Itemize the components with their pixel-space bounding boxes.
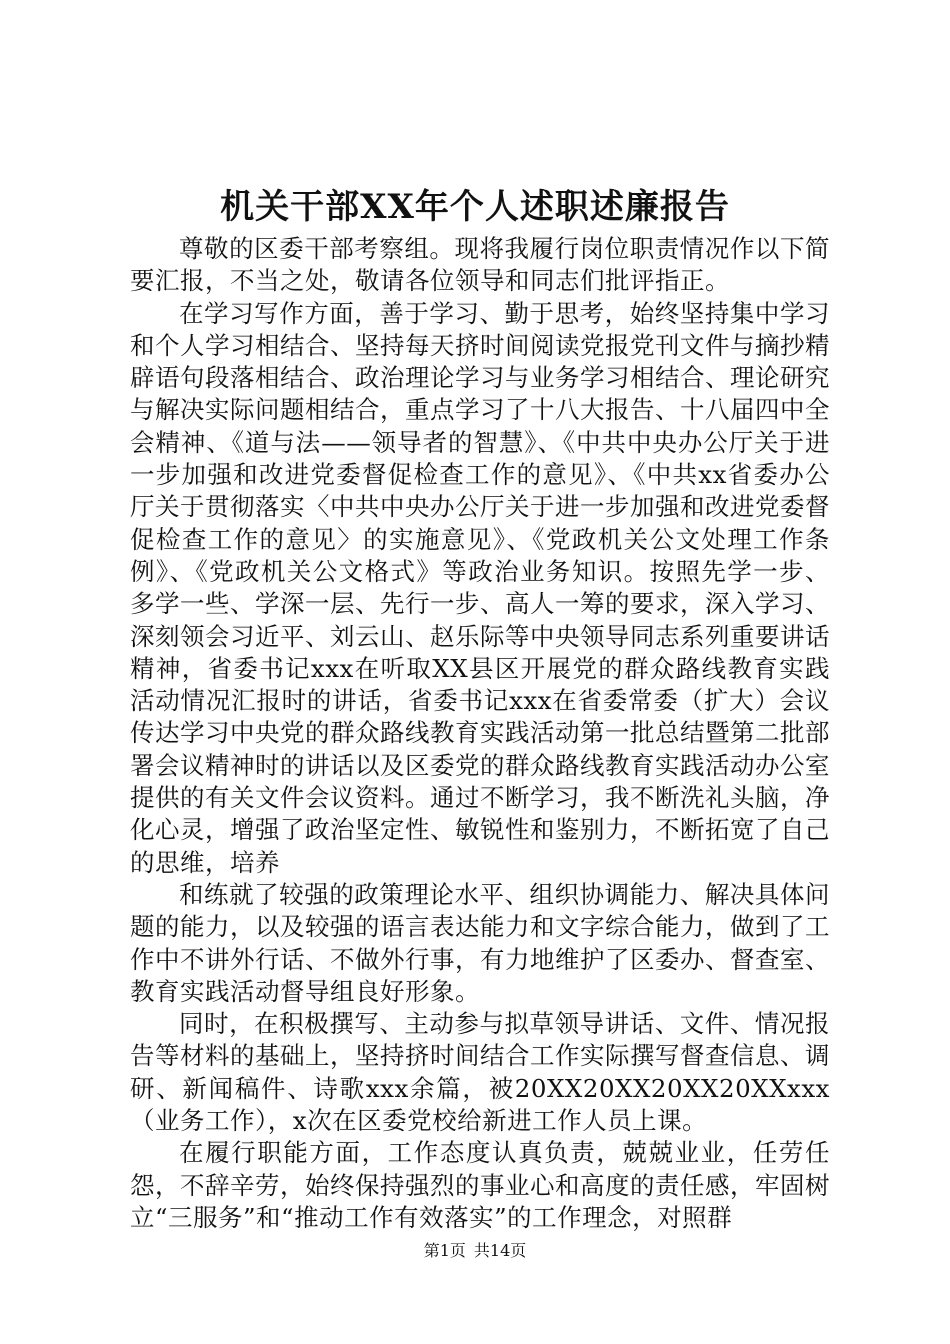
paragraph-abilities: 和练就了较强的政策理论水平、组织协调能力、解决具体问题的能力，以及较强的语言表达能力和文字综合能力，做到了工作中不讲外行话、不做外行事，有力地维护了区委办、督查室、教育实践活动督导组良好形象。 [130, 879, 830, 1006]
paragraph-study-writing: 在学习写作方面，善于学习、勤于思考，始终坚持集中学习和个人学习相结合、坚持每天挤时间阅读党报党刊文件与摘抄精辟语句段落相结合、政治理论学习与业务学习相结合、理论研究与解决实际问题相结合，重点学习了十八大报告、十八届四中全会精神、《道与法——领导者的智慧》、《中共中央办公厅关于进一步加强和改进党委督促检查工作的意见》、《中共xx省委办公厅关于贯彻落实〈中共中央办公厅关于进一步加强和改进党委督促检查工作的意见〉的实施意见》、《党政机关公文处理工作条例》、《党政机关公文格式》等政治业务知识。按照先学一步、多学一些、学深一层、先行一步、高人一筹的要求，深入学习、深刻领会习近平、刘云山、赵乐际等中央领导同志系列重要讲话精神，省委书记xxx在听取XX县区开展党的群众路线教育实践活动情况汇报时的讲话，省委书记xxx在省委常委（扩大）会议传达学习中央党的群众路线教育实践活动第一批总结暨第二批部署会议精神时的讲话以及区委党的群众路线教育实践活动办公室提供的有关文件会议资料。通过不断学习，我不断洗礼头脑，净化心灵，增强了政治坚定性、敏锐性和鉴别力，不断拓宽了自己的思维，培养 [130, 298, 830, 877]
page-total: 共14页 [473, 1241, 527, 1260]
page-number: 第1页 [423, 1241, 466, 1260]
paragraph-greeting: 尊敬的区委干部考察组。现将我履行岗位职责情况作以下简要汇报，不当之处，敬请各位领导和同志们批评指正。 [130, 234, 830, 296]
document-body [130, 233, 830, 1234]
paragraph-duties: 在履行职能方面，工作态度认真负责，兢兢业业，任劳任怨，不辞辛劳，始终保持强烈的事业心和高度的责任感，牢固树立“三服务”和“推动工作有效落实”的工作理念，对照群 [130, 1138, 830, 1232]
paragraph-drafting: 同时，在积极撰写、主动参与拟草领导讲话、文件、情况报告等材料的基础上，坚持挤时间结合工作实际撰写督查信息、调研、新闻稿件、诗歌xxx余篇，被20XX20XX20XX20XXxxx（业务工作），x次在区委党校给新进工作人员上课。 [130, 1009, 830, 1136]
page-footer [0, 1240, 950, 1262]
document-title: 机关干部XX年个人述职述廉报告 [220, 187, 730, 227]
